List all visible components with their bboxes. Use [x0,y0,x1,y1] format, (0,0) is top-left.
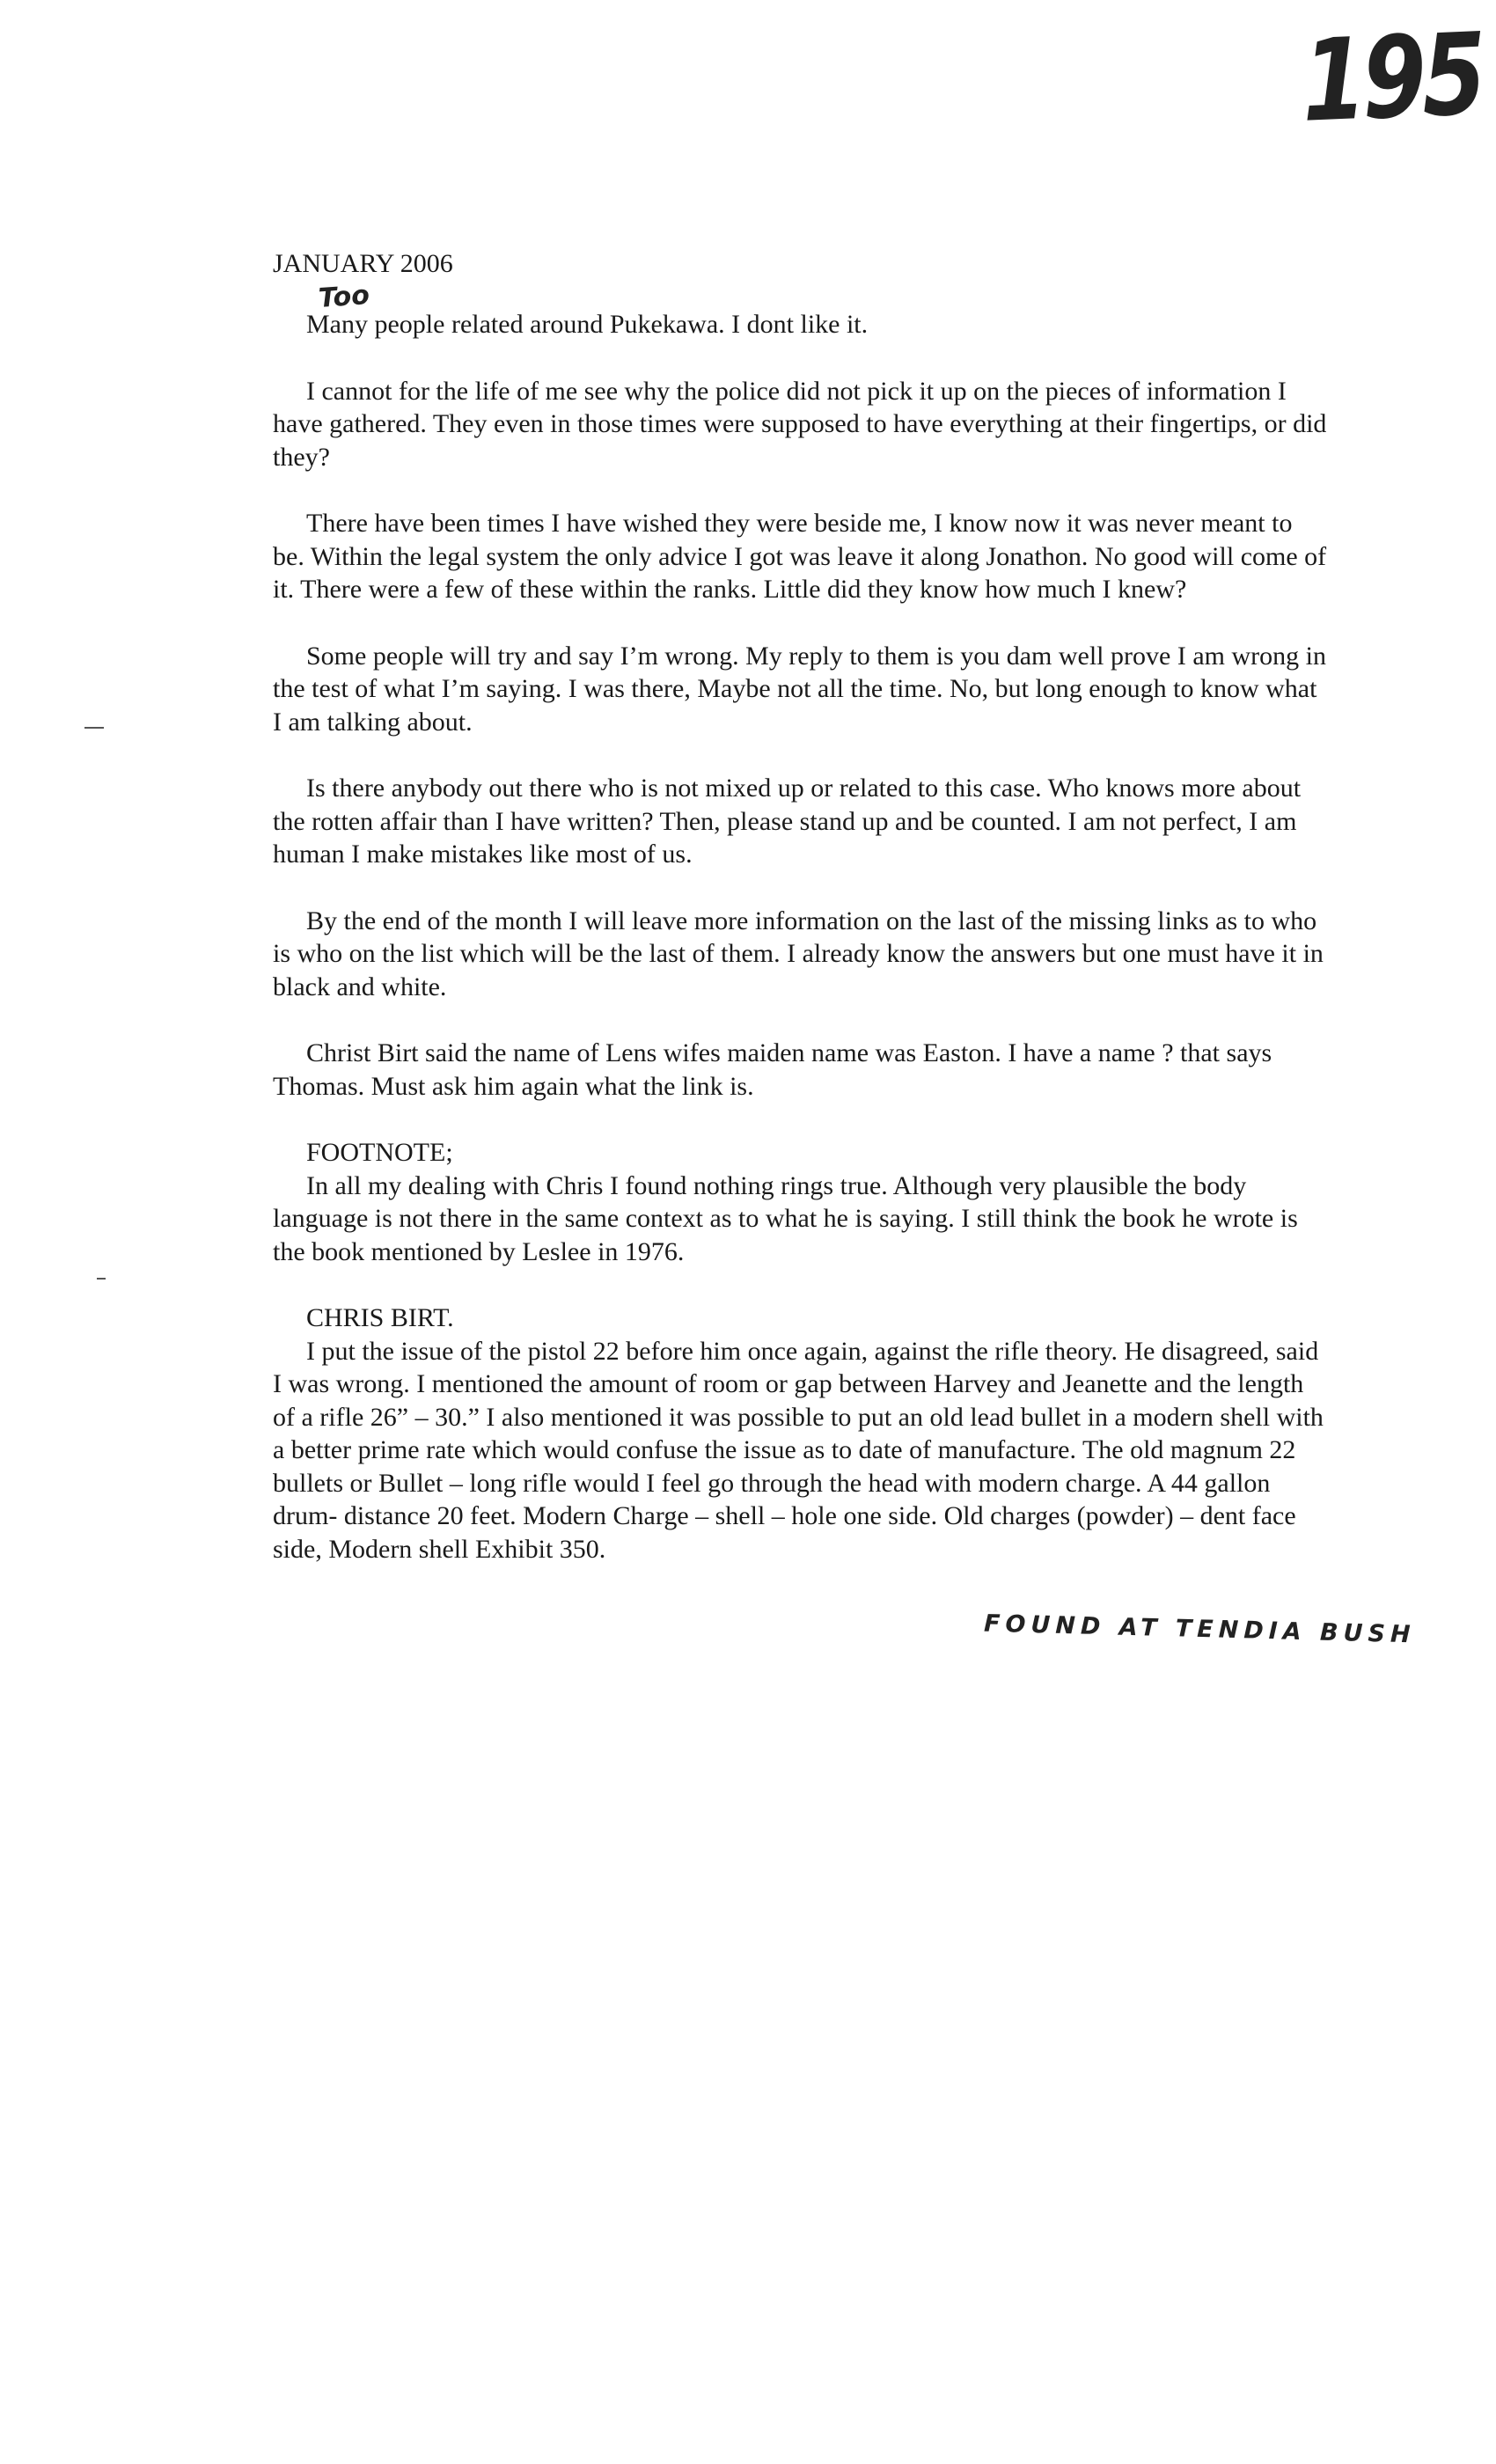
paragraph: Some people will try and say I’m wrong. My reply to them is you dam well prove I am wrong in the test of what I’m saying. I was there, Maybe not all the time. No, but long enough to know what I am talking about. [273,641,1326,737]
handwritten-annotation-too: Too [317,280,370,314]
paragraph: Many people related around Pukekawa. I dont like it. [306,310,869,339]
margin-mark [84,727,104,729]
handwritten-annotation-found: FOUND AT TENDIA BUSH [983,1610,1416,1649]
margin-mark [97,1278,106,1280]
chris-birt-text: I put the issue of the pistol 22 before him once again, against the rifle theory. He disagreed, said I was wrong. I mentioned the amount of room or gap between Harvey and Jeanette and the length of a rifle 26” – 30.” I also mentioned it was possible to put an old lead bullet in a modern shell with a better prime rate which would confuse the issue as to date of manufacture. The old magnum 22 bullets or Bullet – long rifle would I feel go through the head with modern charge. A 44 gallon drum- distance 20 feet. Modern Charge – shell – hole one side. Old charges (powder) – dent face side, Modern shell Exhibit 350. [273,1336,1324,1564]
paragraph: I cannot for the life of me see why the police did not pick it up on the pieces of information I have gathered. They even in those times were supposed to have everything at their fingertips, or did they? [273,376,1327,472]
letter-body [273,248,1329,1566]
chris-birt-heading: CHRIS BIRT. [306,1303,454,1332]
paragraph: Is there anybody out there who is not mixed up or related to this case. Who knows more about the rotten affair than I have written? Then, please stand up and be counted. I am not perfect, I am human I make mistakes like most of us. [273,774,1302,869]
footnote-heading: FOOTNOTE; [306,1138,453,1167]
paragraph: Christ Birt said the name of Lens wifes maiden name was Easton. I have a name ? that says Thomas. Must ask him again what the link is. [273,1038,1272,1101]
footnote-text: In all my dealing with Chris I found nothing rings true. Although very plausible the body language is not there in the same context as to what he is saying. I still think the book he wrote is the book mentioned by Leslee in 1976. [273,1170,1298,1266]
date-heading: JANUARY 2006 [273,249,453,278]
page-number: 195 [1300,9,1485,148]
paragraph: There have been times I have wished they were beside me, I know now it was never meant to be. Within the legal system the only advice I got was leave it along Jonathon. No good will come of it. There were a few of these within the ranks. Little did they know how much I knew? [273,509,1327,604]
paragraph: By the end of the month I will leave more information on the last of the missing links as to who is who on the list which will be the last of them. I already know the answers but one must have it in black and white. [273,906,1324,1001]
